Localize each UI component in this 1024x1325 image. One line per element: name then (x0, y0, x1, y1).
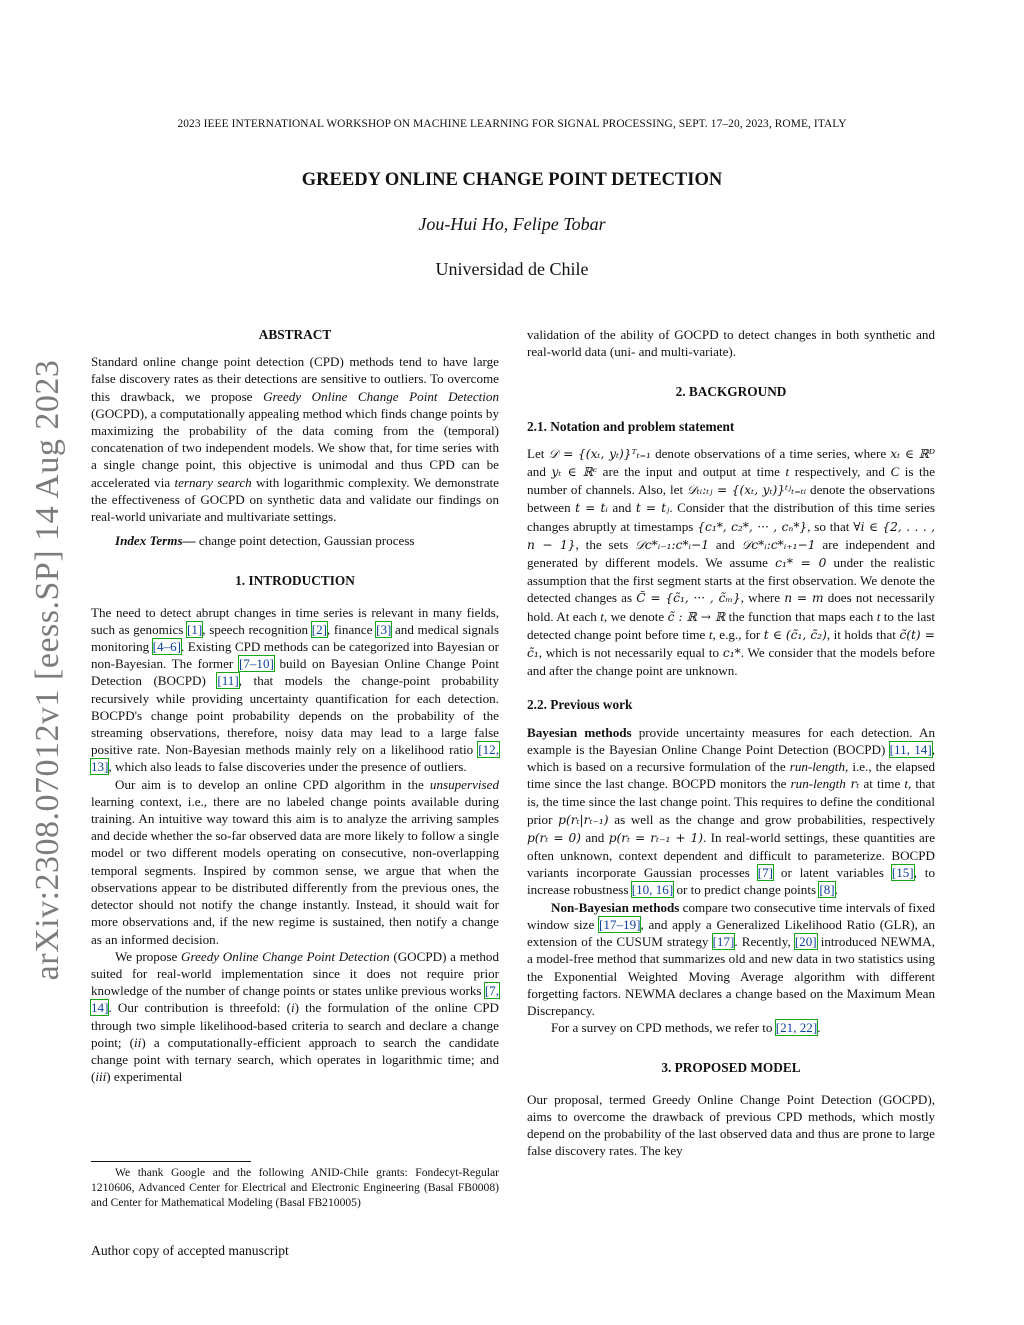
proposed-model-heading: 3. PROPOSED MODEL (661, 1060, 801, 1076)
page-footer: Author copy of accepted manuscript (91, 1243, 289, 1258)
citation-link[interactable]: [4–6] (152, 639, 182, 655)
intro-paragraph-1: The need to detect abrupt changes in time series is relevant in many fields, such as genomics [1], speech recognition [2], finance [3] and medical signals monitoring [4–6]. Existing CPD methods can be categorized into Bayesian or non-Bayesian. The former [7–10] build on Bayesian Online Change Point Detection (BOCPD) [11], that models the change-point probability recursively while providing uncertainty quantification for each detection. BOCPD's change point probability depends on the probability of the streaming observations, therefore, noisy data may lead to a large false positive rate. Non-Bayesian methods mainly rely on a likelihood ratio [12, 13], which also leads to false discoveries under the presence of outliers. (91, 604, 500, 775)
citation-link[interactable]: [1] (187, 621, 203, 637)
paper-authors: Jou-Hui Ho, Felipe Tobar (418, 214, 606, 234)
proposed-model-paragraph: Our proposal, termed Greedy Online Change Point Detection (GOCPD), aims to overcome the drawback of previous CPD methods, which mostly depend on the probability of the last observed data and thus are prone to large false discovery rates. The key (527, 1091, 935, 1159)
abstract-text: Standard online change point detection (CPD) methods tend to have large false discovery rates as their detections are sensitive to outliers. To overcome this drawback, we propose Greedy Online Change Point Detection (GOCPD), a computationally appealing method which finds change points by maximizing the probability of the data coming from the (temporal) concatenation of two independent models. We show that, for time series with a single change point, this objective is unimodal and thus CPD can be accelerated via ternary search with logarithmic complexity. We demonstrate the effectiveness of GOCPD on synthetic data and validate our findings on real-world univariate and multivariate settings. (91, 354, 499, 525)
non-bayesian-paragraph: Non-Bayesian methods compare two consecutive time intervals of fixed window size [17–19], and apply a Generalized Likelihood Ratio (GLR), an extension of the CUSUM strategy [17]. Recently, [20] introduced NEWMA, a model-free method that summarizes old and new data in two statistics using the Exponential Weighted Moving Average algorithm with different forgetting factors. NEWMA declares a change based on the Maximum Mean Discrepancy. (527, 899, 936, 1018)
arxiv-watermark: arXiv:2308.07012v1 [eess.SP] 14 Aug 2023 (29, 359, 66, 981)
citation-link[interactable]: [11] (217, 673, 239, 689)
citation-link[interactable]: [17–19] (599, 916, 641, 932)
citation-link[interactable]: [7–10] (238, 656, 274, 672)
footnote: We thank Google and the following ANID-Chile grants: Fondecyt-Regular 1210606, Advanced Center for Electrical and Electronic Engineering (Basal FB0008) and Center for Mathematical Modeling (Basal FB210005) (91, 1166, 499, 1209)
subsection-notation: 2.1. Notation and problem statement (527, 418, 735, 434)
intro-paragraph-3: We propose Greedy Online Change Point Detection (GOCPD) a method suited for real-world implementation since it does not require prior knowledge of the number of change points or states unlike previous works [7, 14]. Our contribution is threefold: (i) the formulation of the online CPD through two simple likelihood-based criteria to search and declare a change point; (ii) a computationally-efficient approach to search the candidate change point with ternary search, which operates in logarithmic time; and (iii) experimental (91, 948, 499, 1085)
left-column (91, 326, 499, 1085)
conference-header: 2023 IEEE INTERNATIONAL WORKSHOP ON MACHINE LEARNING FOR SIGNAL PROCESSING, SEPT. 17–20, 2023, ROME, ITALY (177, 118, 847, 130)
citation-link[interactable]: [12, 13] (91, 742, 499, 775)
citation-link[interactable]: [17] (712, 934, 735, 950)
background-heading: 2. BACKGROUND (675, 384, 787, 400)
citation-link[interactable]: [21, 22] (775, 1020, 818, 1036)
citation-link[interactable]: [7, 14] (91, 983, 499, 1016)
right-column (527, 326, 935, 1159)
citation-link[interactable]: [2] (311, 621, 327, 637)
citation-link[interactable]: [8] (819, 882, 835, 898)
citation-link[interactable]: [15] (891, 865, 914, 881)
paper-affiliation: Universidad de Chile (435, 259, 589, 279)
citation-link[interactable]: [20] (794, 934, 817, 950)
citation-link[interactable]: [3] (376, 621, 392, 637)
paper-title: GREEDY ONLINE CHANGE POINT DETECTION (301, 170, 723, 190)
citation-link[interactable]: [10, 16] (631, 882, 674, 898)
footnote-rule (91, 1161, 251, 1162)
intro-paragraph-2: Our aim is to develop an online CPD algorithm in the unsupervised learning context, i.e., there are no labeled change points available during training. An intuitive way toward this aim is to analyze the arriving samples and decide whether the so-far observed data are more likely to follow a single model or two different models operating on consecutive, non-overlapping temporal segments. Inspired by common sense, we argue that when the observations appear to be distributed differently from the previous ones, the detector should not notify the change instantly. Instead, it should wait for more observations and, if the new regime is sustained, then notify a change as an informed decision. (91, 776, 499, 947)
citation-link[interactable]: [7] (757, 865, 774, 881)
bayesian-paragraph: Bayesian methods provide uncertainty measures for each detection. An example is the Bayesian Online Change Point Detection (BOCPD) [11, 14], which is based on a recursive formulation of the run-length, i.e., the elapsed time since the last change. BOCPD monitors the run-length rₜ at time t, that is, the time since the last change point. This requires to define the conditional prior p(rₜ|rₜ₋₁) as well as the change and grow probabilities, respectively p(rₜ = 0) and p(rₜ = rₜ₋₁ + 1). In real-world settings, these quantities are often unknown, context dependent and difficult to parameterize. BOCPD variants incorporate Gaussian processes [7] or latent variables [15], to increase robustness [10, 16] or to predict change points [8]. (527, 724, 936, 898)
survey-paragraph: For a survey on CPD methods, we refer to [21, 22]. (551, 1020, 821, 1036)
citation-link[interactable]: [11, 14] (889, 741, 932, 757)
intro-continuation: validation of the ability of GOCPD to detect changes in both synthetic and real-world data (uni- and multi-variate). (527, 327, 935, 360)
subsection-previous-work: 2.2. Previous work (527, 697, 633, 713)
index-terms: Index Terms— change point detection, Gaussian process (115, 533, 415, 549)
intro-heading: 1. INTRODUCTION (235, 573, 355, 589)
notation-paragraph: Let 𝒟 = {(xₜ, yₜ)}ᵀₜ₌₁ denote observations of a time series, where xₜ ∈ ℝᴰ and yₜ ∈ ℝᶜ are the input and output at time t respectively, and C is the number of channels. Also, let 𝒟ₜᵢ:ₜⱼ = {(xₜ, yₜ)}ᵗʲₜ₌ₜᵢ denote the observations between t = tᵢ and t = tⱼ. Consider that the distribution of this time series changes abruptly at timestamps {c₁*, c₂*, ··· , cₙ*}, so that ∀i ∈ {2, . . . , n − 1}, the sets 𝒟c*ᵢ₋₁:c*ᵢ−1 and 𝒟c*ᵢ:c*ᵢ₊₁−1 are independent and generated by different models. We assume c₁* = 0 under the realistic assumption that the first segment starts at the first observation. We denote the detected changes as C̃ = {c̃₁, ··· , c̃ₘ}, where n = m does not necessarily hold. At each t, we denote c̃ : ℝ → ℝ the function that maps each t to the last detected change point before time t, e.g., for t ∈ (c̃₁, c̃₂), it holds that c̃(t) = c̃₁, which is not necessarily equal to c₁*. We consider that the models before and after the change point are unknown. (527, 445, 936, 679)
abstract-heading: ABSTRACT (258, 327, 332, 342)
